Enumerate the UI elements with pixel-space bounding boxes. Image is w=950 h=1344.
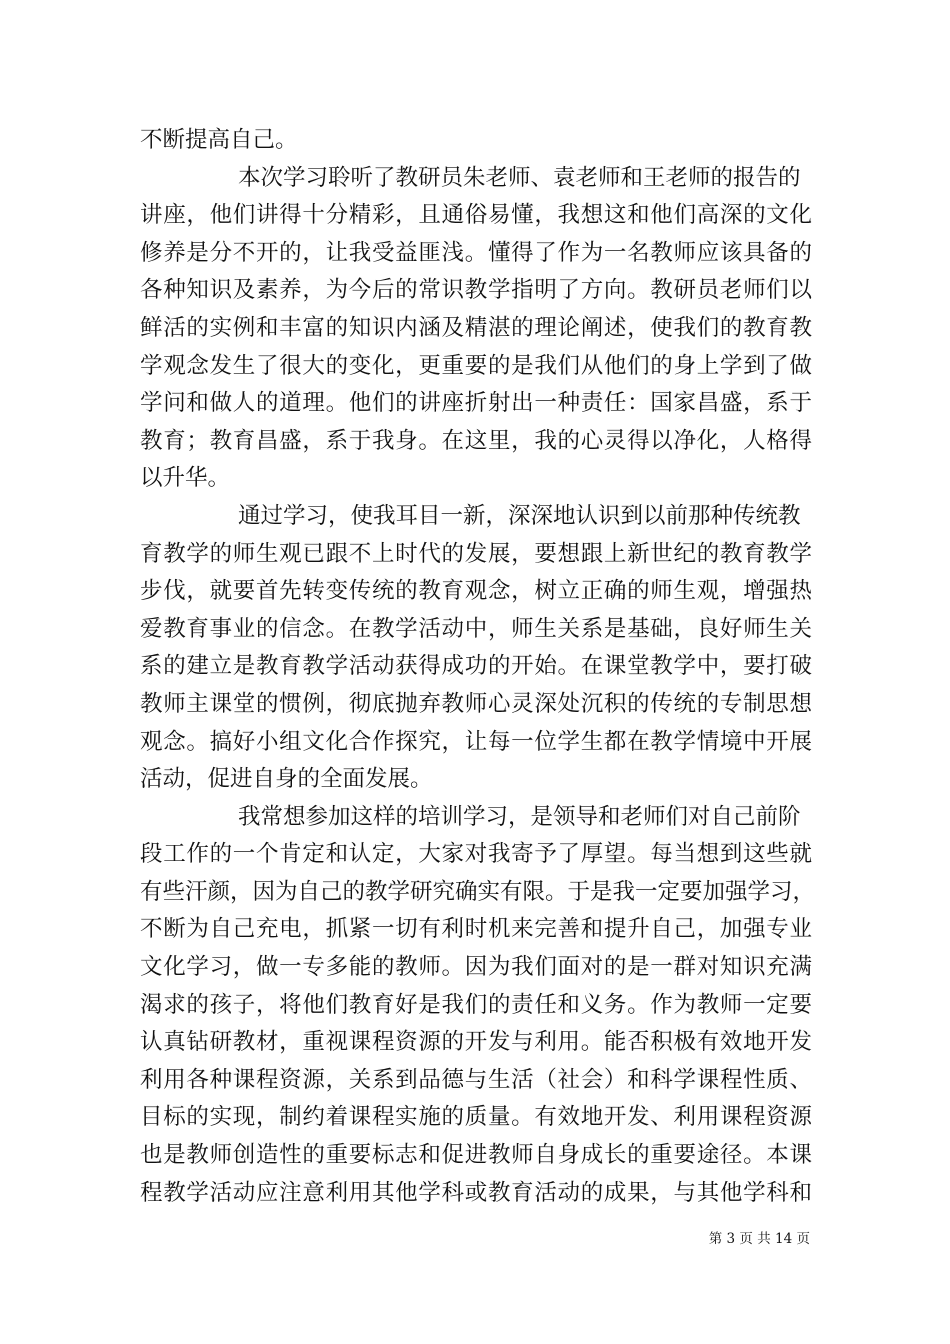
text-line: 教师主课堂的惯例，彻底抛弃教师心灵深处沉积的传统的专制思想: [140, 690, 812, 717]
text-line: 爱教育事业的信念。在教学活动中，师生关系是基础，良好师生关: [140, 615, 812, 642]
text-line: 程教学活动应注意利用其他学科或教育活动的成果，与其他学科和: [140, 1179, 812, 1206]
text-line: 目标的实现，制约着课程实施的质量。有效地开发、利用课程资源: [140, 1104, 812, 1131]
text-line: 不断为自己充电，抓紧一切有利时机来完善和提升自己，加强专业: [140, 916, 812, 943]
text-line: 文化学习，做一专多能的教师。因为我们面对的是一群对知识充满: [140, 954, 812, 981]
text-line: 以升华。: [140, 465, 231, 492]
body-text: [140, 122, 816, 1212]
text-line: 有些汗颜，因为自己的教学研究确实有限。于是我一定要加强学习，: [140, 878, 816, 905]
paragraph-first-line: 我常想参加这样的培训学习，是领导和老师们对自己前阶: [238, 803, 801, 830]
text-line: 不断提高自己。: [140, 127, 298, 153]
text-line: 修养是分不开的，让我受益匪浅。懂得了作为一名教师应该具备的: [140, 239, 812, 266]
text-line: 也是教师创造性的重要标志和促进教师自身成长的重要途径。本课: [140, 1142, 812, 1169]
page-number: 第 3 页 共 14 页: [708, 1231, 810, 1247]
text-line: 利用各种课程资源，关系到品德与生活（社会）和科学课程性质、: [140, 1066, 812, 1093]
text-line: 讲座，他们讲得十分精彩，且通俗易懂，我想这和他们高深的文化: [140, 202, 812, 229]
text-line: 认真钻研教材，重视课程资源的开发与利用。能否积极有效地开发: [140, 1029, 812, 1056]
text-line: 步伐，就要首先转变传统的教育观念，树立正确的师生观，增强热: [140, 578, 812, 605]
text-line: 学观念发生了很大的变化，更重要的是我们从他们的身上学到了做: [140, 352, 812, 379]
text-line: 各种知识及素养，为今后的常识教学指明了方向。教研员老师们以: [140, 277, 812, 304]
text-line: 观念。搞好小组文化合作探究，让每一位学生都在教学情境中开展: [140, 728, 812, 755]
text-line: 学问和做人的道理。他们的讲座折射出一种责任：国家昌盛，系于: [140, 390, 812, 417]
paragraph-first-line: 通过学习，使我耳目一新，深深地认识到以前那种传统教: [238, 502, 801, 529]
paragraph-first-line: 本次学习聆听了教研员朱老师、袁老师和王老师的报告的: [238, 164, 801, 191]
text-line: 系的建立是教育教学活动获得成功的开始。在课堂教学中，要打破: [140, 653, 812, 680]
text-line: 段工作的一个肯定和认定，大家对我寄予了厚望。每当想到这些就: [140, 841, 812, 868]
text-line: 渴求的孩子，将他们教育好是我们的责任和义务。作为教师一定要: [140, 991, 812, 1018]
text-line: 活动，促进自身的全面发展。: [140, 766, 433, 793]
text-line: 育教学的师生观已跟不上时代的发展，要想跟上新世纪的教育教学: [140, 540, 812, 567]
text-line: 教育；教育昌盛，系于我身。在这里，我的心灵得以净化，人格得: [140, 427, 812, 454]
text-line: 鲜活的实例和丰富的知识内涵及精湛的理论阐述，使我们的教育教: [140, 314, 812, 341]
